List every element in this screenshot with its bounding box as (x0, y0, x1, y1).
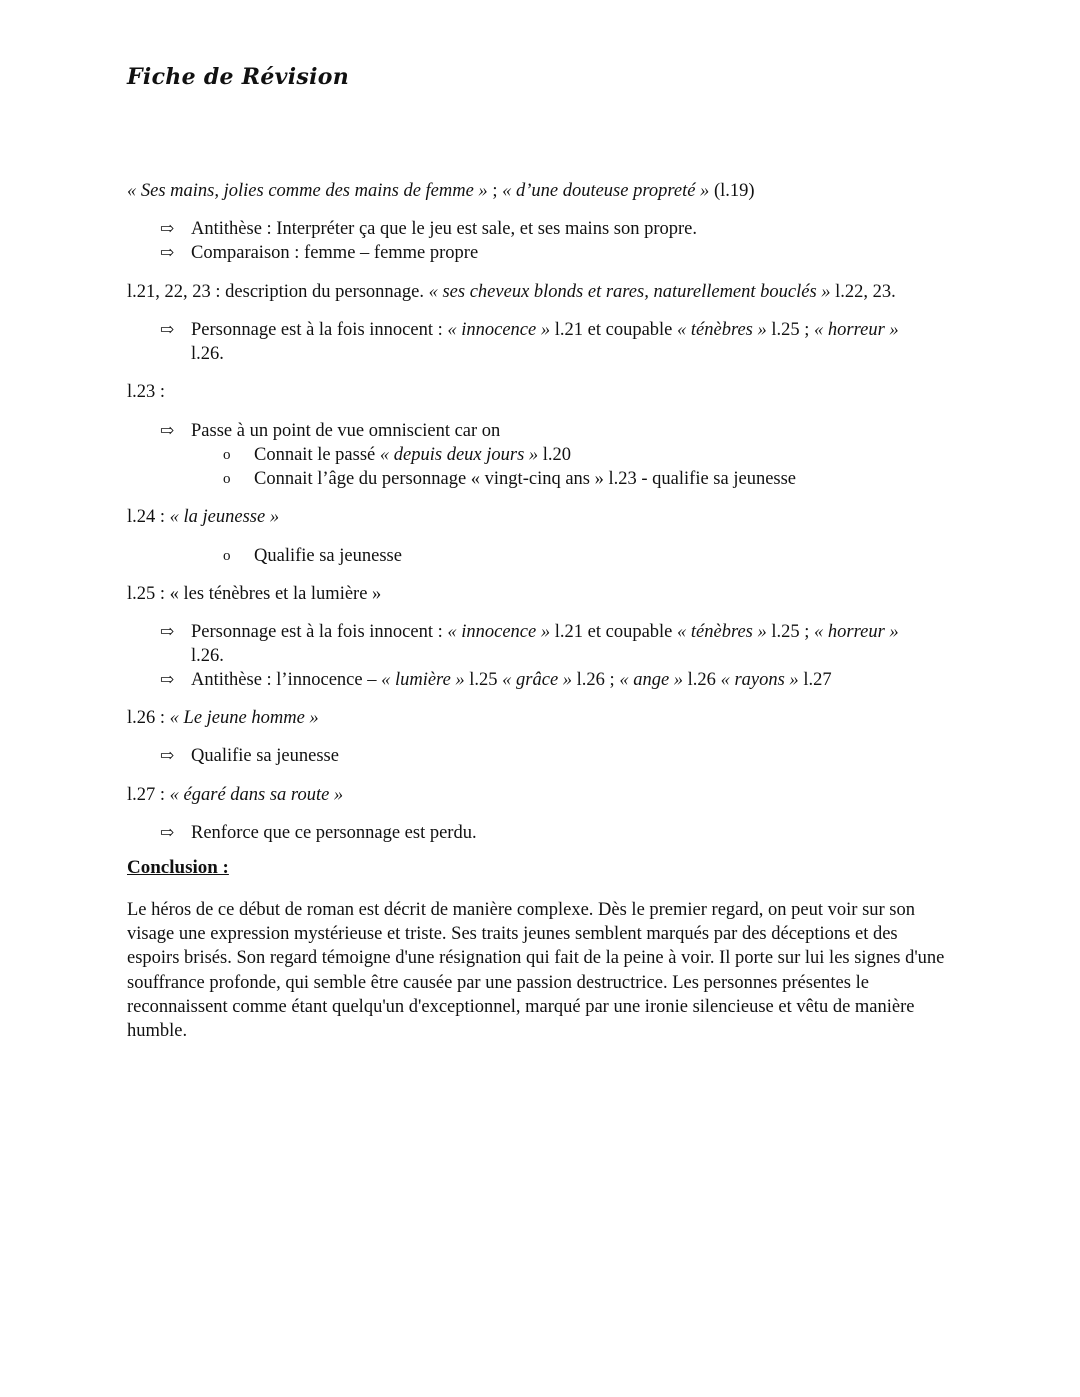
arrow-right-icon: ⇨ (160, 622, 175, 641)
arrow-right-icon: ⇨ (160, 670, 175, 689)
quote: « d’une douteuse propreté » (502, 181, 710, 201)
quote-line: « Ses mains, jolies comme des mains de femme » ; « d’une douteuse propreté » (l.19) (127, 181, 755, 201)
circle-bullet-icon: o (223, 548, 231, 564)
sub-bullet-text: Connait l’âge du personnage « vingt-cinq ans » l.23 - qualifie sa jeunesse (254, 469, 797, 489)
bullet-text: Passe à un point de vue omniscient car on (191, 421, 501, 441)
line-label: l.24 : « la jeunesse » (127, 507, 280, 527)
circle-bullet-icon: o (223, 471, 231, 487)
page-title: Fiche de Révision (127, 64, 349, 90)
line-label: l.27 : « égaré dans sa route » (127, 785, 344, 805)
sub-bullet-text: Connait le passé « depuis deux jours » l.20 (254, 445, 572, 465)
conclusion-heading: Conclusion : (127, 857, 229, 878)
circle-bullet-icon: o (223, 447, 231, 463)
arrow-right-icon: ⇨ (160, 823, 175, 842)
bullet-text: Qualifie sa jeunesse (191, 746, 339, 766)
quote: « ses cheveux blonds et rares, naturellement bouclés » (428, 282, 831, 302)
line-description: l.21, 22, 23 : description du personnage. « ses cheveux blonds et rares, naturellement bouclés » l.22, 23. (127, 282, 896, 302)
quote: « Ses mains, jolies comme des mains de femme » (127, 181, 488, 201)
line-label: l.26 : « Le jeune homme » (127, 708, 319, 728)
bullet-text-cont: l.26. (191, 344, 224, 364)
bullet-text: Antithèse : Interpréter ça que le jeu est sale, et ses mains son propre. (191, 219, 698, 239)
bullet-text-cont: l.26. (191, 646, 224, 666)
arrow-right-icon: ⇨ (160, 219, 175, 238)
bullet-text: Renforce que ce personnage est perdu. (191, 823, 477, 843)
bullet-text: Comparaison : femme – femme propre (191, 243, 479, 263)
bullet-text: Personnage est à la fois innocent : « innocence » l.21 et coupable « ténèbres » l.25 ; « horreur » (191, 622, 899, 642)
arrow-right-icon: ⇨ (160, 421, 175, 440)
line-label: l.25 : « les ténèbres et la lumière » (127, 584, 382, 604)
arrow-right-icon: ⇨ (160, 746, 175, 765)
line-label: l.23 : (127, 382, 166, 402)
conclusion-paragraph: Le héros de ce début de roman est décrit de manière complexe. Dès le premier regard, on peut voir sur son visage une expression mystérieuse et triste. Ses traits jeunes semblent marqués par des déceptions et des espoirs brisés. Son regard témoigne d'une résignation qui fait de la peine à voir. Il porte sur lui les signes d'une souffrance profonde, qui semble être causée par une passion destructrice. Les personnes présentes le reconnaissent comme étant quelqu'un d'exceptionnel, marqué par une ironie silencieuse et vêtu de manière humble. (127, 900, 945, 1042)
bullet-text: Antithèse : l’innocence – « lumière » l.25 « grâce » l.26 ; « ange » l.26 « rayons » l.27 (191, 670, 832, 690)
arrow-right-icon: ⇨ (160, 320, 175, 339)
bullet-text: Personnage est à la fois innocent : « innocence » l.21 et coupable « ténèbres » l.25 ; « horreur » (191, 320, 899, 340)
sub-bullet-text: Qualifie sa jeunesse (254, 546, 402, 566)
arrow-right-icon: ⇨ (160, 243, 175, 262)
